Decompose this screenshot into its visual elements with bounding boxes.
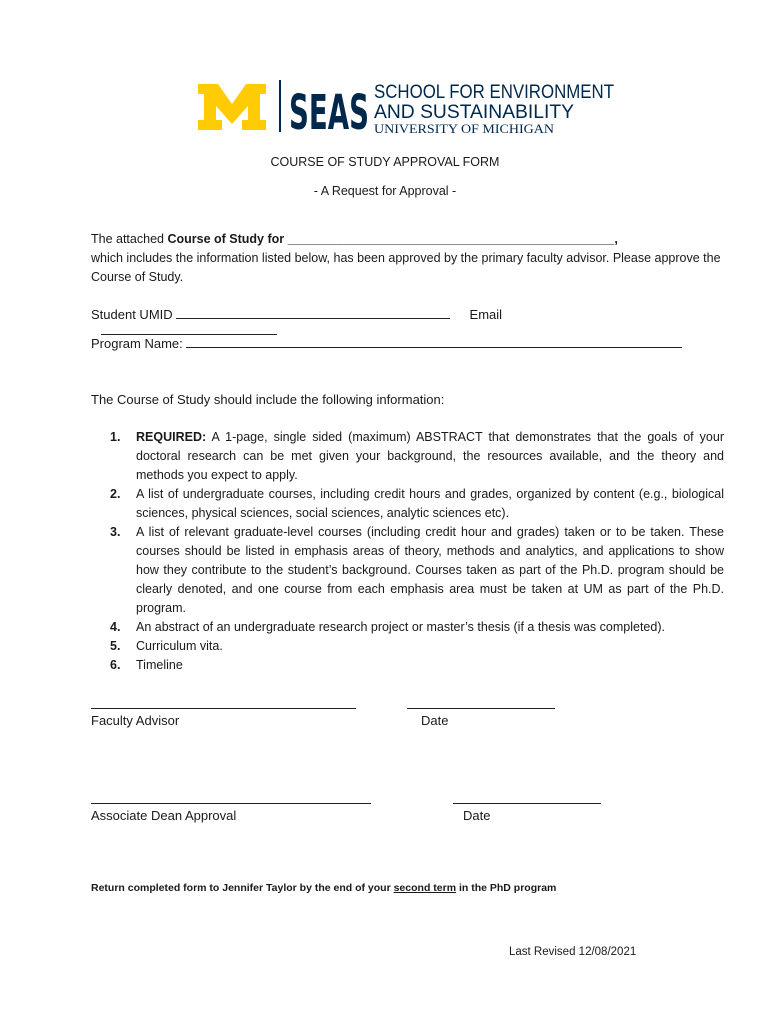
requirements-list	[110, 428, 724, 675]
requirement-text: Timeline	[136, 658, 183, 672]
form-title: COURSE OF STUDY APPROVAL FORM	[270, 155, 500, 169]
program-row	[91, 335, 691, 351]
last-revised: Last Revised 12/08/2021	[509, 946, 637, 958]
course-of-study-label: Course of Study for	[167, 232, 285, 246]
requirement-text: Curriculum vita.	[136, 639, 223, 653]
requirement-item	[110, 428, 724, 485]
umid-input-line[interactable]	[176, 306, 450, 319]
requirement-number: 2.	[110, 487, 121, 501]
section-heading: The Course of Study should include the following information:	[91, 392, 445, 407]
seas-logo	[196, 78, 616, 141]
logo-divider	[279, 80, 281, 132]
requirement-text: A list of relevant graduate-level courses (including credit hour and grades) taken or to be taken. These courses should be listed in emphasis areas of theory, methods and analytics, and applications to show how they contribute to the student’s background. Courses taken as part of the Ph.D. program should be clearly denoted, and one course from each emphasis area must be taken at UM as part of the Ph.D. program.	[136, 525, 724, 615]
requirement-number: 5.	[110, 639, 121, 653]
faculty-advisor-signature-line[interactable]	[91, 708, 356, 709]
umid-email-row	[91, 306, 691, 338]
course-of-study-blank[interactable]: _______________________________________________,	[284, 232, 618, 246]
requirement-bold-label: REQUIRED:	[136, 430, 207, 444]
email-label: Email	[469, 307, 503, 322]
logo-line-3: UNIVERSITY OF MICHIGAN	[374, 121, 555, 136]
seas-wordmark: SEAS	[289, 85, 369, 141]
associate-dean-signature-line[interactable]	[91, 803, 371, 804]
requirement-text: A list of undergraduate courses, including credit hours and grades, organized by content (e.g., biological sciences, physical sciences, social sciences, analytic sciences etc).	[136, 487, 724, 520]
intro-lead: The attached	[91, 232, 168, 246]
dean-date-line[interactable]	[453, 803, 601, 804]
program-label: Program Name:	[91, 336, 183, 351]
block-m-icon	[198, 84, 266, 130]
form-subtitle: - A Request for Approval -	[313, 184, 457, 198]
requirement-item	[110, 637, 724, 656]
requirement-item	[110, 618, 724, 637]
intro-paragraph	[91, 230, 723, 287]
faculty-advisor-label: Faculty Advisor	[91, 713, 180, 728]
faculty-date-line[interactable]	[407, 708, 555, 709]
requirement-number: 6.	[110, 658, 121, 672]
requirement-item	[110, 485, 724, 523]
return-second-term: second term	[393, 882, 457, 894]
umid-label: Student UMID	[91, 307, 173, 322]
requirement-text: A 1-page, single sided (maximum) ABSTRACT that demonstrates that the goals of your doctoral research can be met given your background, the resources available, and the theory and methods you expect to apply.	[136, 430, 724, 482]
requirement-number: 1.	[110, 430, 121, 444]
requirement-item	[110, 656, 724, 675]
dean-date-label: Date	[463, 808, 491, 823]
program-input-line[interactable]	[186, 335, 682, 348]
return-instructions	[91, 882, 556, 894]
faculty-date-label: Date	[421, 713, 449, 728]
requirement-text: An abstract of an undergraduate research project or master’s thesis (if a thesis was completed).	[136, 620, 665, 634]
return-before: Return completed form to Jennifer Taylor by the end of your	[91, 882, 394, 894]
associate-dean-label: Associate Dean Approval	[91, 808, 237, 823]
return-after: in the PhD program	[456, 882, 557, 894]
intro-rest: which includes the information listed below, has been approved by the primary faculty advisor. Please approve the Course of Study.	[91, 251, 721, 284]
requirement-number: 4.	[110, 620, 121, 634]
logo-line-1: SCHOOL FOR ENVIRONMENT	[374, 82, 615, 103]
email-input-line[interactable]	[101, 322, 277, 335]
requirement-item	[110, 523, 724, 618]
requirement-number: 3.	[110, 525, 121, 539]
logo-line-2: AND SUSTAINABILITY	[374, 102, 575, 123]
